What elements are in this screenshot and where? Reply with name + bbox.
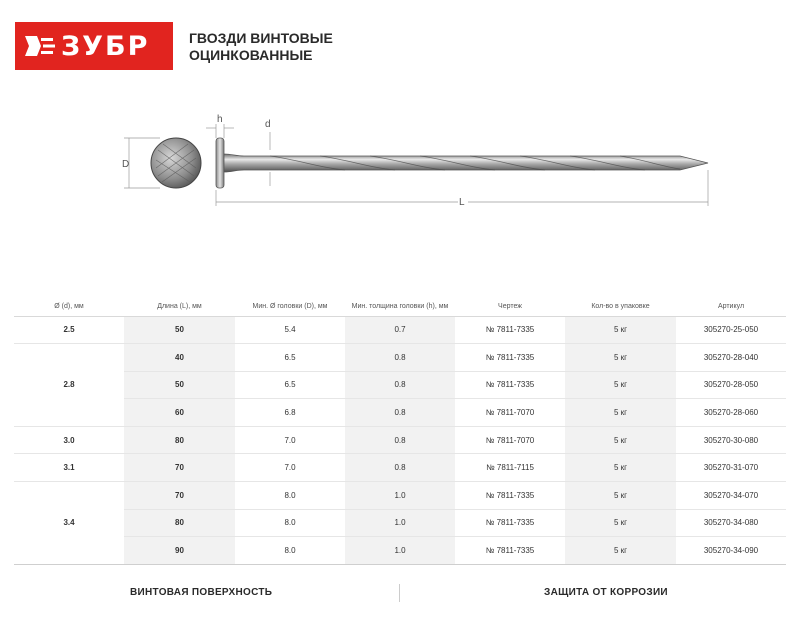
head-diameter-cell: 8.0 <box>235 509 345 537</box>
bottom-divider-line <box>14 564 786 565</box>
nail-side-view <box>216 138 708 188</box>
product-title-line1: ГВОЗДИ ВИНТОВЫЕ <box>189 30 333 46</box>
header-diameter: Ø (d), мм <box>54 303 84 311</box>
head-thickness-cell: 0.8 <box>345 371 455 399</box>
diameter-cell: 3.1 <box>14 454 124 482</box>
head-thickness-cell: 1.0 <box>345 509 455 537</box>
table-row <box>14 316 786 344</box>
head-thickness-cell: 0.8 <box>345 454 455 482</box>
diameter-cell: 3.4 <box>14 482 124 565</box>
dimension-h <box>206 124 234 138</box>
brand-name: ЗУБР <box>61 30 150 62</box>
head-diameter-cell: 7.0 <box>235 454 345 482</box>
nail-head-view <box>151 138 201 188</box>
drawing-cell: № 7811-7335 <box>455 537 565 565</box>
header-drawing: Чертеж <box>498 303 522 311</box>
article-cell: 305270-28-040 <box>676 344 786 372</box>
head-diameter-cell: 8.0 <box>235 537 345 565</box>
quantity-cell: 5 кг <box>565 426 676 454</box>
product-title <box>189 30 333 64</box>
length-cell: 50 <box>124 371 235 399</box>
article-cell: 305270-31-070 <box>676 454 786 482</box>
table-row <box>14 454 786 482</box>
length-cell: 70 <box>124 454 235 482</box>
table-row <box>14 482 786 510</box>
head-thickness-cell: 0.8 <box>345 344 455 372</box>
drawing-cell: № 7811-7070 <box>455 426 565 454</box>
table-row <box>14 344 786 372</box>
table-header-row <box>14 298 786 316</box>
head-thickness-cell: 1.0 <box>345 482 455 510</box>
diameter-cell: 2.8 <box>14 344 124 427</box>
nail-technical-drawing <box>0 110 800 220</box>
quantity-cell: 5 кг <box>565 454 676 482</box>
quantity-cell: 5 кг <box>565 399 676 427</box>
head-thickness-cell: 0.8 <box>345 399 455 427</box>
label-D: D <box>122 159 130 170</box>
feature-corrosion-protection: ЗАЩИТА ОТ КОРРОЗИИ <box>544 587 668 598</box>
drawing-cell: № 7811-7335 <box>455 316 565 344</box>
drawing-cell: № 7811-7115 <box>455 454 565 482</box>
header-head-diameter: Мин. Ø головки (D), мм <box>252 303 328 311</box>
quantity-cell: 5 кг <box>565 371 676 399</box>
head-diameter-cell: 6.8 <box>235 399 345 427</box>
table-row <box>14 371 786 399</box>
diameter-cell: 2.5 <box>14 316 124 344</box>
header-head-thickness: Мин. толщина головки (h), мм <box>351 303 449 311</box>
head-thickness-cell: 0.8 <box>345 426 455 454</box>
diameter-cell: 3.0 <box>14 426 124 454</box>
article-cell: 305270-28-060 <box>676 399 786 427</box>
head-diameter-cell: 6.5 <box>235 371 345 399</box>
length-cell: 90 <box>124 537 235 565</box>
article-cell: 305270-34-090 <box>676 537 786 565</box>
head-thickness-cell: 1.0 <box>345 537 455 565</box>
table-row <box>14 426 786 454</box>
specs-table <box>14 298 786 565</box>
feature-screw-surface: ВИНТОВАЯ ПОВЕРХНОСТЬ <box>130 587 273 598</box>
logo-arrow-icon <box>23 22 55 70</box>
article-cell: 305270-34-070 <box>676 482 786 510</box>
feature-divider <box>399 584 400 602</box>
head-thickness-cell: 0.7 <box>345 316 455 344</box>
quantity-cell: 5 кг <box>565 316 676 344</box>
head-diameter-cell: 7.0 <box>235 426 345 454</box>
drawing-cell: № 7811-7335 <box>455 344 565 372</box>
article-cell: 305270-28-050 <box>676 371 786 399</box>
header-article: Артикул <box>717 303 745 311</box>
head-diameter-cell: 8.0 <box>235 482 345 510</box>
table-row <box>14 399 786 427</box>
head-diameter-cell: 6.5 <box>235 344 345 372</box>
article-cell: 305270-34-080 <box>676 509 786 537</box>
quantity-cell: 5 кг <box>565 537 676 565</box>
drawing-cell: № 7811-7335 <box>455 482 565 510</box>
quantity-cell: 5 кг <box>565 482 676 510</box>
head-diameter-cell: 5.4 <box>235 316 345 344</box>
table-row <box>14 509 786 537</box>
drawing-cell: № 7811-7335 <box>455 509 565 537</box>
quantity-cell: 5 кг <box>565 344 676 372</box>
length-cell: 80 <box>124 509 235 537</box>
label-h: h <box>217 114 223 125</box>
article-cell: 305270-30-080 <box>676 426 786 454</box>
product-title-line2: ОЦИНКОВАННЫЕ <box>189 47 313 63</box>
label-d: d <box>265 119 271 130</box>
length-cell: 80 <box>124 426 235 454</box>
drawing-cell: № 7811-7070 <box>455 399 565 427</box>
quantity-cell: 5 кг <box>565 509 676 537</box>
length-cell: 70 <box>124 482 235 510</box>
length-cell: 40 <box>124 344 235 372</box>
brand-logo <box>15 22 173 70</box>
length-cell: 50 <box>124 316 235 344</box>
header-quantity: Кол-во в упаковке <box>591 303 650 311</box>
label-L: L <box>459 197 465 208</box>
drawing-cell: № 7811-7335 <box>455 371 565 399</box>
table-row <box>14 537 786 565</box>
header-length: Длина (L), мм <box>157 303 202 311</box>
length-cell: 60 <box>124 399 235 427</box>
article-cell: 305270-25-050 <box>676 316 786 344</box>
